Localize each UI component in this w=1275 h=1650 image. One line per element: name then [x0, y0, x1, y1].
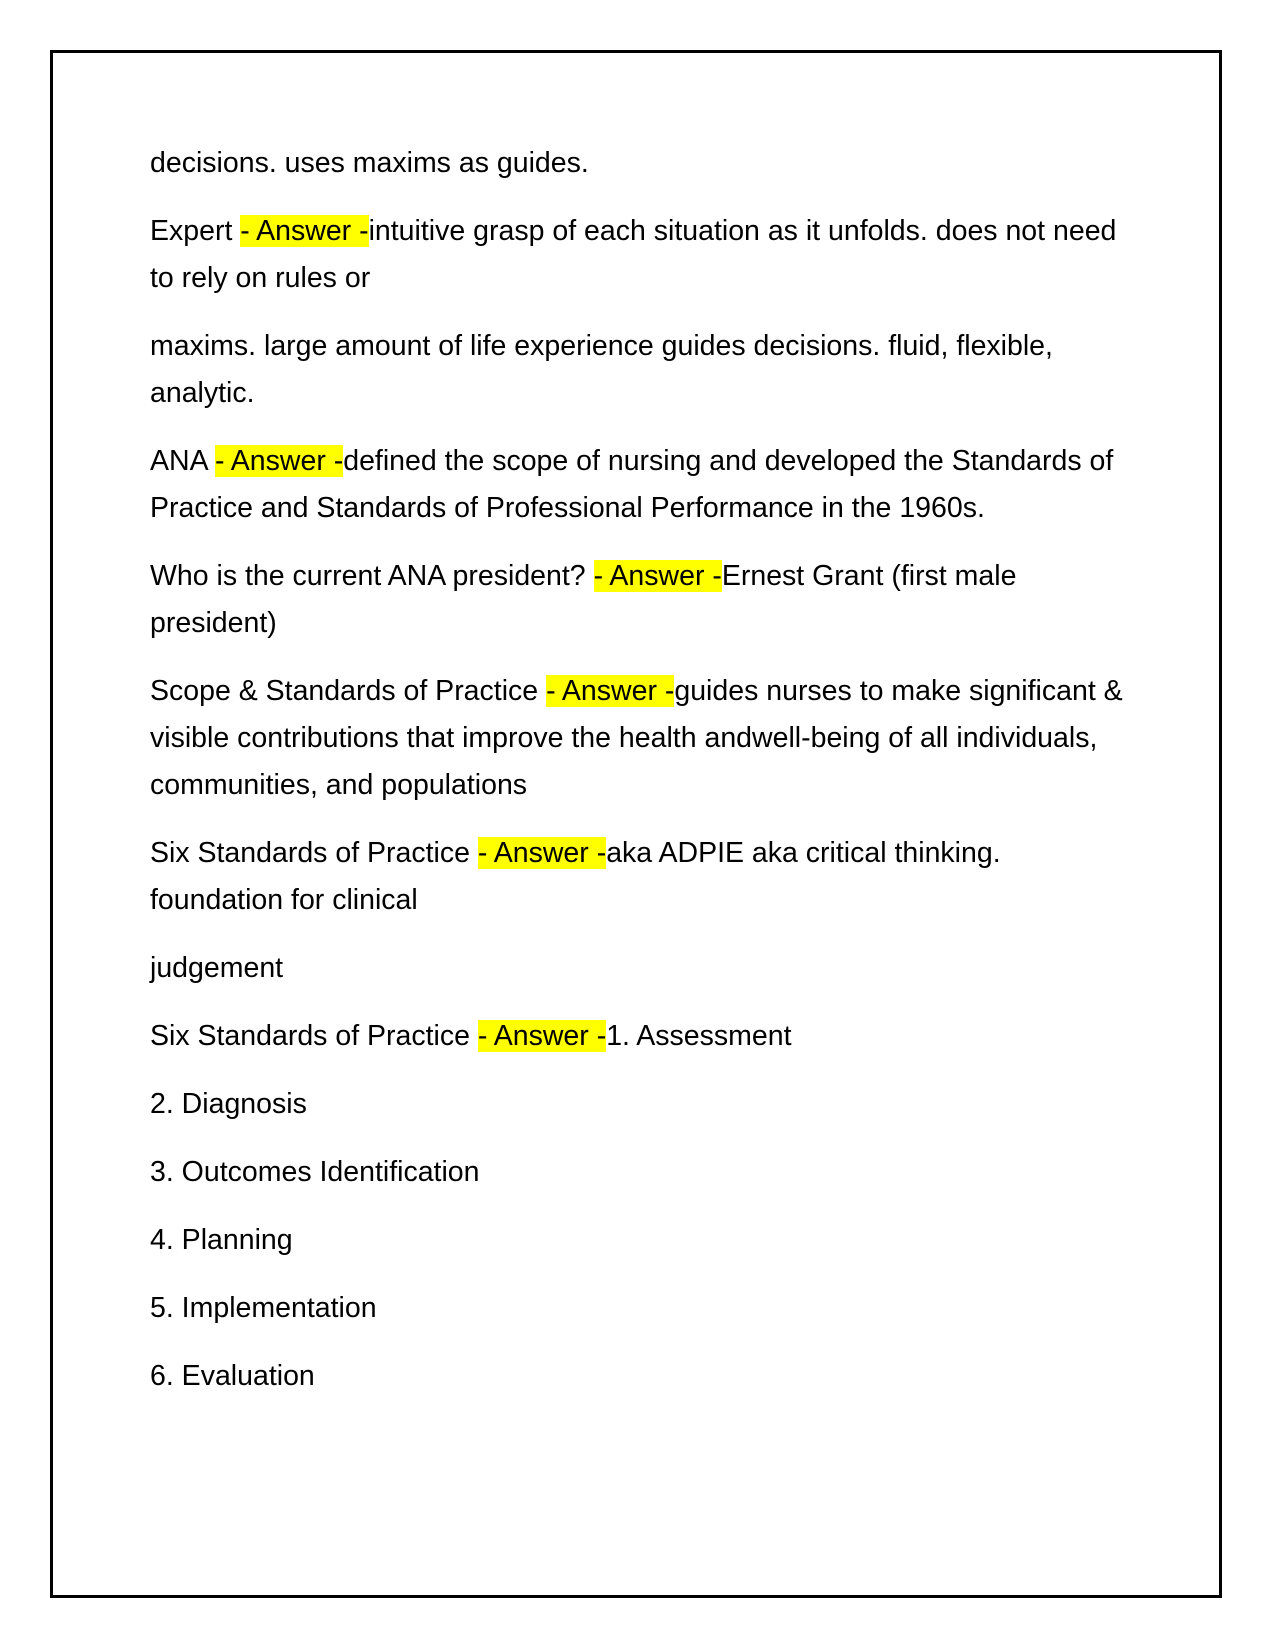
paragraph: [150, 323, 1135, 417]
list-item-text: 3. Outcomes Identification: [150, 1156, 480, 1188]
paragraph: [150, 140, 1135, 187]
qa-paragraph: [150, 668, 1135, 809]
paragraph-text: judgement: [150, 952, 284, 984]
paragraph: [150, 945, 1135, 992]
question-text: Scope & Standards of Practice: [150, 675, 547, 707]
answer-text: guides nurses to make significant & visible contributions that improve the health andwell-being of all individuals, communities, and populations: [150, 675, 1123, 801]
list-item: [150, 1081, 1135, 1128]
list-item: [150, 1285, 1135, 1332]
question-text: Who is the current ANA president?: [150, 560, 594, 592]
list-item-text: 5. Implementation: [150, 1292, 377, 1324]
answer-text: aka ADPIE aka critical thinking. foundation for clinical: [150, 837, 1001, 916]
answer-highlight: - Answer -: [214, 445, 344, 477]
question-text: Six Standards of Practice: [150, 1020, 478, 1052]
question-text: Six Standards of Practice: [150, 837, 478, 869]
document-body: [150, 140, 1135, 1421]
qa-paragraph: [150, 208, 1135, 302]
list-item-text: 4. Planning: [150, 1224, 293, 1256]
list-item-text: 2. Diagnosis: [150, 1088, 307, 1120]
answer-highlight: - Answer -: [477, 1020, 607, 1052]
question-text: ANA: [150, 445, 215, 477]
answer-text: Ernest Grant (first male president): [150, 560, 1017, 639]
answer-highlight: - Answer -: [593, 560, 722, 592]
paragraph-text: decisions. uses maxims as guides.: [150, 147, 589, 179]
answer-highlight: - Answer -: [240, 215, 369, 247]
answer-text: intuitive grasp of each situation as it unfolds. does not need to rely on rules or: [150, 215, 1117, 294]
list-item-text: 6. Evaluation: [150, 1360, 315, 1392]
paragraph-text: maxims. large amount of life experience guides decisions. fluid, flexible, analytic.: [150, 330, 1053, 409]
answer-highlight: - Answer -: [477, 837, 607, 869]
qa-paragraph: [150, 830, 1135, 924]
answer-text: defined the scope of nursing and developed the Standards of Practice and Standards of Professional Performance in the 1960s.: [150, 445, 1114, 524]
qa-paragraph: [150, 1013, 1135, 1060]
answer-highlight: - Answer -: [546, 675, 675, 707]
answer-text: 1. Assessment: [606, 1020, 792, 1052]
list-item: [150, 1217, 1135, 1264]
qa-paragraph: [150, 553, 1135, 647]
list-item: [150, 1149, 1135, 1196]
list-item: [150, 1353, 1135, 1400]
question-text: Expert: [150, 215, 241, 247]
qa-paragraph: [150, 438, 1135, 532]
